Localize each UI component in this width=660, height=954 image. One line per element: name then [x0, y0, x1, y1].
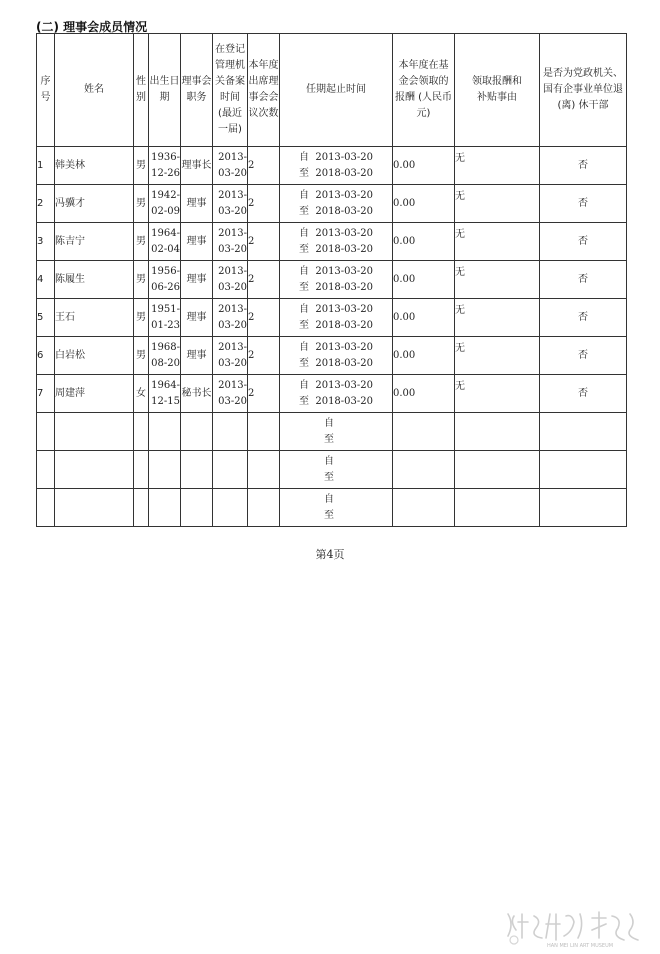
empty-cell	[393, 489, 455, 527]
empty-cell	[55, 489, 134, 527]
member-name: 王石	[55, 299, 134, 337]
pay-reason: 无	[455, 223, 540, 261]
empty-cell	[540, 451, 627, 489]
attendance-count: 2	[248, 261, 280, 299]
empty-cell	[248, 413, 280, 451]
pay-reason: 无	[455, 299, 540, 337]
birth-date: 1964- 02-04	[149, 223, 181, 261]
birth-date: 1942- 02-09	[149, 185, 181, 223]
header-birth: 出生日期	[149, 34, 181, 147]
member-gender: 女	[134, 375, 149, 413]
attendance-count: 2	[248, 147, 280, 185]
empty-cell	[134, 489, 149, 527]
museum-watermark-logo	[500, 908, 650, 948]
member-name: 周建萍	[55, 375, 134, 413]
empty-cell	[213, 451, 248, 489]
empty-cell	[455, 413, 540, 451]
pay-amount: 0.00	[393, 223, 455, 261]
member-name: 冯骥才	[55, 185, 134, 223]
member-name: 陈吉宁	[55, 223, 134, 261]
board-position: 理事	[181, 337, 213, 375]
pay-amount: 0.00	[393, 299, 455, 337]
term-period: 自 2013-03-20 至 2018-03-20	[280, 185, 393, 223]
empty-table-row	[37, 489, 627, 527]
birth-date: 1936- 12-26	[149, 147, 181, 185]
attendance-count: 2	[248, 375, 280, 413]
retired-cadre-flag: 否	[540, 337, 627, 375]
header-term: 任期起止时间	[280, 34, 393, 147]
header-position: 理事会 职务	[181, 34, 213, 147]
empty-cell	[134, 451, 149, 489]
empty-cell	[248, 489, 280, 527]
row-number: 2	[37, 185, 55, 223]
empty-cell	[55, 451, 134, 489]
member-gender: 男	[134, 147, 149, 185]
board-members-table	[36, 33, 627, 527]
retired-cadre-flag: 否	[540, 261, 627, 299]
page-number: 第4页	[315, 548, 345, 561]
member-name: 韩美林	[55, 147, 134, 185]
retired-cadre-flag: 否	[540, 375, 627, 413]
row-number: 7	[37, 375, 55, 413]
board-position: 理事	[181, 261, 213, 299]
filing-date: 2013- 03-20	[213, 223, 248, 261]
retired-cadre-flag: 否	[540, 147, 627, 185]
empty-cell	[37, 451, 55, 489]
board-position: 理事	[181, 299, 213, 337]
header-attendance: 本年度 出席理 事会会 议次数	[248, 34, 280, 147]
empty-cell	[134, 413, 149, 451]
empty-cell	[149, 451, 181, 489]
retired-cadre-flag: 否	[540, 223, 627, 261]
board-position: 理事	[181, 185, 213, 223]
member-gender: 男	[134, 261, 149, 299]
row-number: 4	[37, 261, 55, 299]
birth-date: 1956- 06-26	[149, 261, 181, 299]
empty-cell	[149, 413, 181, 451]
empty-cell	[540, 413, 627, 451]
member-name: 白岩松	[55, 337, 134, 375]
member-gender: 男	[134, 223, 149, 261]
filing-date: 2013- 03-20	[213, 185, 248, 223]
header-seq: 序 号	[37, 34, 55, 147]
board-position: 理事	[181, 223, 213, 261]
empty-table-row	[37, 451, 627, 489]
table-body	[37, 147, 627, 527]
board-position: 秘书长	[181, 375, 213, 413]
empty-cell	[213, 489, 248, 527]
board-position: 理事长	[181, 147, 213, 185]
empty-cell	[181, 451, 213, 489]
header-row	[37, 34, 627, 147]
pay-reason: 无	[455, 337, 540, 375]
section-title: (二) 理事会成员情况	[36, 20, 148, 34]
header-retired: 是否为党政机关、 国有企事业单位退 (离) 休干部	[540, 34, 627, 147]
empty-cell	[213, 413, 248, 451]
table-row	[37, 337, 627, 375]
table-row	[37, 261, 627, 299]
row-number: 3	[37, 223, 55, 261]
term-period: 自 2013-03-20 至 2018-03-20	[280, 223, 393, 261]
pay-reason: 无	[455, 375, 540, 413]
empty-cell	[455, 489, 540, 527]
header-name: 姓名	[55, 34, 134, 147]
member-gender: 男	[134, 185, 149, 223]
table-row	[37, 185, 627, 223]
member-gender: 男	[134, 299, 149, 337]
birth-date: 1968- 08-20	[149, 337, 181, 375]
row-number: 6	[37, 337, 55, 375]
header-pay: 本年度在基 金会领取的 报酬 (人民币 元)	[393, 34, 455, 147]
empty-cell	[455, 451, 540, 489]
term-period: 自 2013-03-20 至 2018-03-20	[280, 337, 393, 375]
table-row	[37, 375, 627, 413]
attendance-count: 2	[248, 337, 280, 375]
row-number: 1	[37, 147, 55, 185]
pay-reason: 无	[455, 261, 540, 299]
empty-cell	[37, 489, 55, 527]
empty-cell	[37, 413, 55, 451]
table-row	[37, 223, 627, 261]
pay-amount: 0.00	[393, 261, 455, 299]
header-gender: 性 别	[134, 34, 149, 147]
svg-text:HAN MEI LIN ART MUSEUM: HAN MEI LIN ART MUSEUM	[546, 943, 614, 948]
pay-amount: 0.00	[393, 147, 455, 185]
attendance-count: 2	[248, 223, 280, 261]
term-period: 自 2013-03-20 至 2018-03-20	[280, 299, 393, 337]
attendance-count: 2	[248, 185, 280, 223]
empty-cell	[393, 451, 455, 489]
row-number: 5	[37, 299, 55, 337]
pay-amount: 0.00	[393, 185, 455, 223]
filing-date: 2013- 03-20	[213, 337, 248, 375]
header-reason: 领取报酬和 补贴事由	[455, 34, 540, 147]
table-row	[37, 147, 627, 185]
filing-date: 2013- 03-20	[213, 375, 248, 413]
term-period: 自 至	[280, 413, 393, 451]
table-row	[37, 299, 627, 337]
empty-cell	[55, 413, 134, 451]
pay-amount: 0.00	[393, 337, 455, 375]
empty-cell	[393, 413, 455, 451]
member-name: 陈履生	[55, 261, 134, 299]
filing-date: 2013- 03-20	[213, 147, 248, 185]
filing-date: 2013- 03-20	[213, 299, 248, 337]
empty-cell	[248, 451, 280, 489]
pay-reason: 无	[455, 185, 540, 223]
term-period: 自 2013-03-20 至 2018-03-20	[280, 375, 393, 413]
header-filing-time: 在登记 管理机 关备案 时间 (最近 一届)	[213, 34, 248, 147]
retired-cadre-flag: 否	[540, 185, 627, 223]
empty-cell	[540, 489, 627, 527]
filing-date: 2013- 03-20	[213, 261, 248, 299]
birth-date: 1964- 12-15	[149, 375, 181, 413]
empty-table-row	[37, 413, 627, 451]
term-period: 自 至	[280, 489, 393, 527]
term-period: 自 2013-03-20 至 2018-03-20	[280, 147, 393, 185]
pay-reason: 无	[455, 147, 540, 185]
term-period: 自 至	[280, 451, 393, 489]
retired-cadre-flag: 否	[540, 299, 627, 337]
empty-cell	[181, 413, 213, 451]
empty-cell	[149, 489, 181, 527]
term-period: 自 2013-03-20 至 2018-03-20	[280, 261, 393, 299]
attendance-count: 2	[248, 299, 280, 337]
member-gender: 男	[134, 337, 149, 375]
birth-date: 1951- 01-23	[149, 299, 181, 337]
pay-amount: 0.00	[393, 375, 455, 413]
empty-cell	[181, 489, 213, 527]
